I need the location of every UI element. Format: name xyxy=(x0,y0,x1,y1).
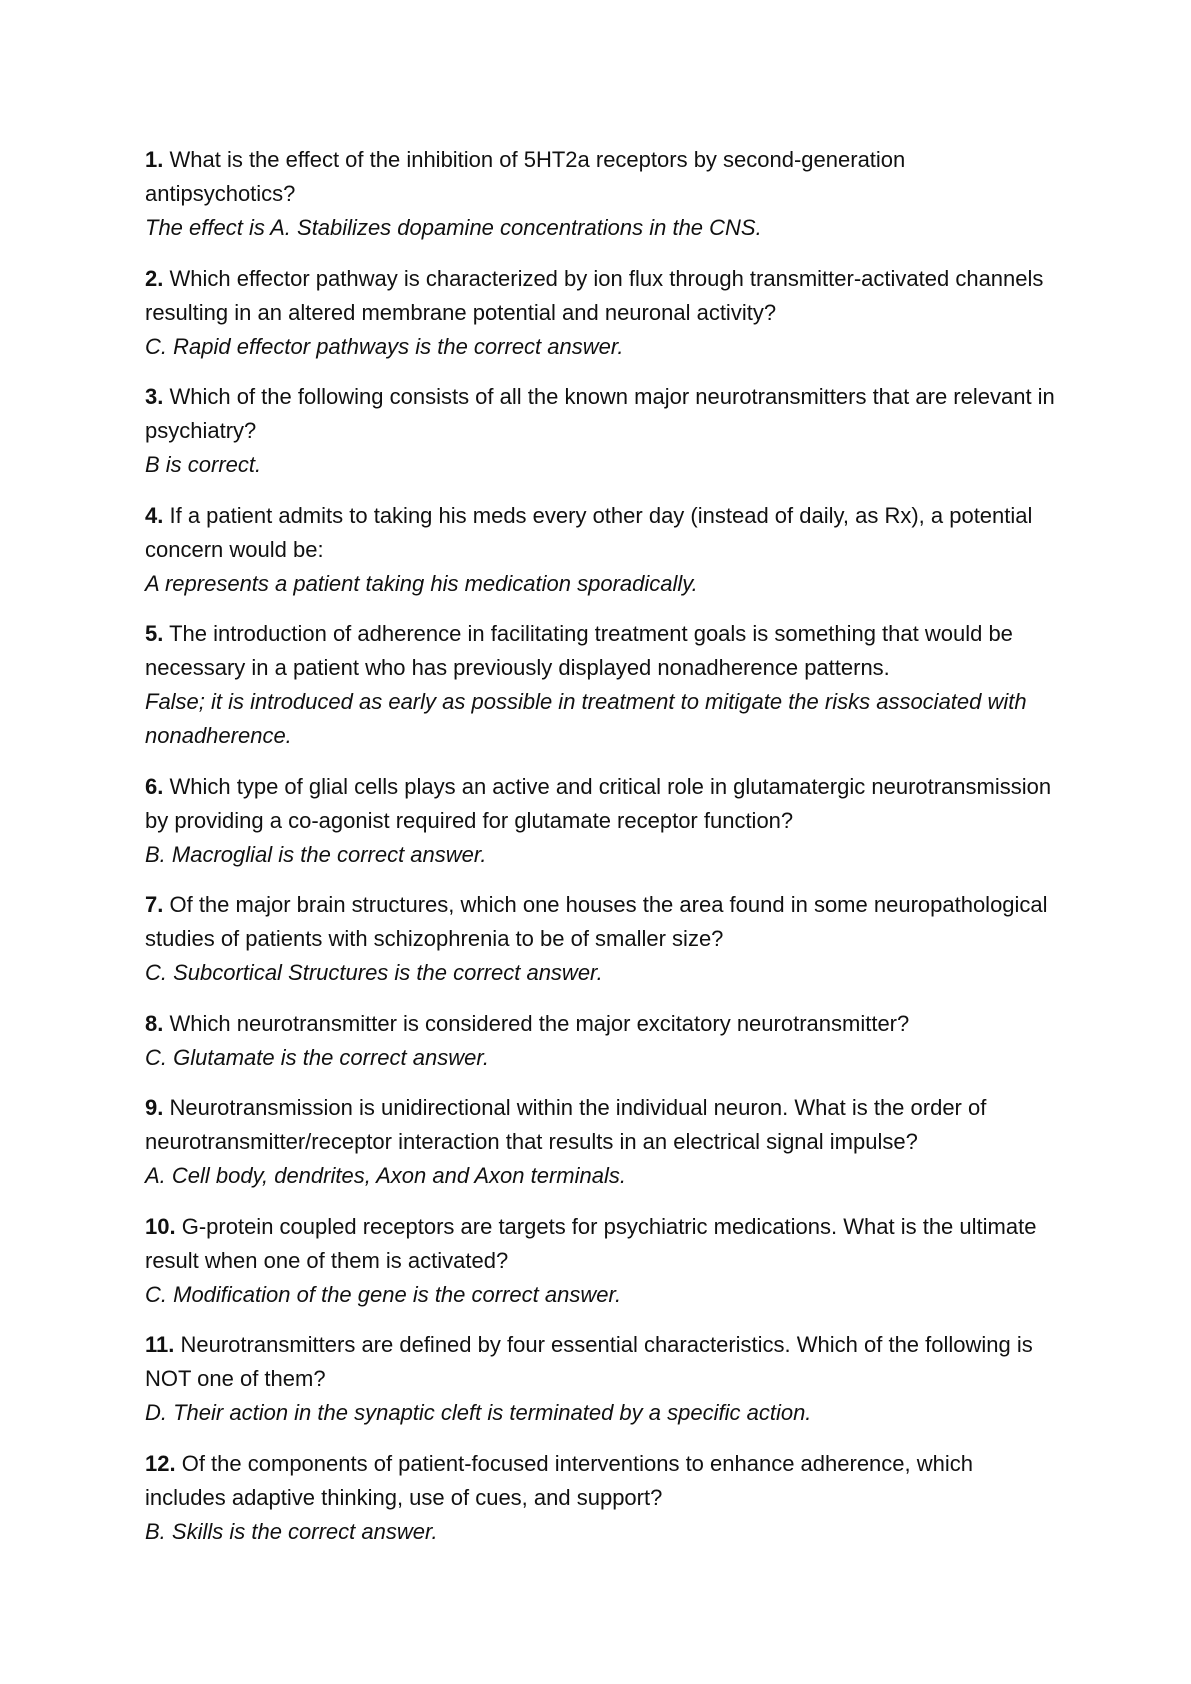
answer-text: C. Glutamate is the correct answer. xyxy=(145,1044,489,1070)
question-number: 11. xyxy=(145,1332,175,1357)
question-text: G-protein coupled receptors are targets for psychiatric medications. What is the ultimate result when one of them is activated? xyxy=(145,1213,1037,1273)
qa-item-5 xyxy=(145,617,1055,753)
question-number: 6. xyxy=(145,773,164,799)
answer-text: C. Rapid effector pathways is the correct answer. xyxy=(145,333,624,359)
question-number: 10. xyxy=(145,1213,176,1239)
question-number: 5. xyxy=(145,621,164,646)
question-text: Which effector pathway is characterized by ion flux through transmitter-activated channels resulting in an altered membrane potential and neuronal activity? xyxy=(145,265,1044,325)
question-text: Neurotransmitters are defined by four essential characteristics. Which of the following is NOT one of them? xyxy=(145,1332,1033,1391)
answer-text: D. Their action in the synaptic cleft is terminated by a specific action. xyxy=(145,1400,812,1425)
question-text: Of the components of patient-focused interventions to enhance adherence, which includes adaptive thinking, use of cues, and support? xyxy=(145,1450,973,1510)
question-text: Which type of glial cells plays an active and critical role in glutamatergic neurotransmission by providing a co-agonist required for glutamate receptor function? xyxy=(145,773,1052,833)
question-text: The introduction of adherence in facilitating treatment goals is something that would be necessary in a patient who has previously displayed nonadherence patterns. xyxy=(145,621,1013,680)
qa-item-8 xyxy=(145,1007,1055,1075)
answer-text: B is correct. xyxy=(145,452,262,477)
answer-text: The effect is A. Stabilizes dopamine concentrations in the CNS. xyxy=(145,215,762,240)
question-number: 7. xyxy=(145,892,164,917)
question-number: 8. xyxy=(145,1010,164,1036)
qa-item-1 xyxy=(145,143,1055,245)
answer-text: A represents a patient taking his medication sporadically. xyxy=(145,570,698,596)
answer-text: C. Subcortical Structures is the correct answer. xyxy=(145,960,603,985)
question-number: 2. xyxy=(145,265,164,291)
question-answer-list xyxy=(145,143,1055,1565)
answer-text: False; it is introduced as early as possible in treatment to mitigate the risks associated with nonadherence. xyxy=(145,689,1027,748)
question-text: Neurotransmission is unidirectional within the individual neuron. What is the order of neurotransmitter/receptor interaction that results in an electrical signal impulse? xyxy=(145,1095,987,1154)
question-text: Of the major brain structures, which one houses the area found in some neuropathological studies of patients with schizophrenia to be of smaller size? xyxy=(145,892,1048,951)
answer-text: C. Modification of the gene is the correct answer. xyxy=(145,1281,622,1307)
question-number: 12. xyxy=(145,1450,176,1476)
question-number: 4. xyxy=(145,502,164,528)
qa-item-12 xyxy=(145,1447,1055,1549)
question-number: 9. xyxy=(145,1095,164,1120)
answer-text: A. Cell body, dendrites, Axon and Axon terminals. xyxy=(145,1163,626,1188)
question-text: What is the effect of the inhibition of 5HT2a receptors by second-generation antipsychotics? xyxy=(145,147,906,206)
question-number: 3. xyxy=(145,384,164,409)
question-text: If a patient admits to taking his meds every other day (instead of daily, as Rx), a potential concern would be: xyxy=(145,502,1033,562)
qa-item-4 xyxy=(145,499,1055,601)
answer-text: B. Macroglial is the correct answer. xyxy=(145,841,487,867)
qa-item-11 xyxy=(145,1328,1055,1430)
question-text: Which neurotransmitter is considered the major excitatory neurotransmitter? xyxy=(169,1010,910,1036)
qa-item-6 xyxy=(145,770,1055,872)
qa-item-9 xyxy=(145,1091,1055,1193)
qa-item-7 xyxy=(145,888,1055,990)
qa-item-2 xyxy=(145,262,1055,364)
qa-item-10 xyxy=(145,1210,1055,1312)
question-number: 1. xyxy=(145,147,164,172)
answer-text: B. Skills is the correct answer. xyxy=(145,1518,438,1544)
question-text: Which of the following consists of all the known major neurotransmitters that are relevant in psychiatry? xyxy=(145,384,1055,443)
qa-item-3 xyxy=(145,380,1055,482)
